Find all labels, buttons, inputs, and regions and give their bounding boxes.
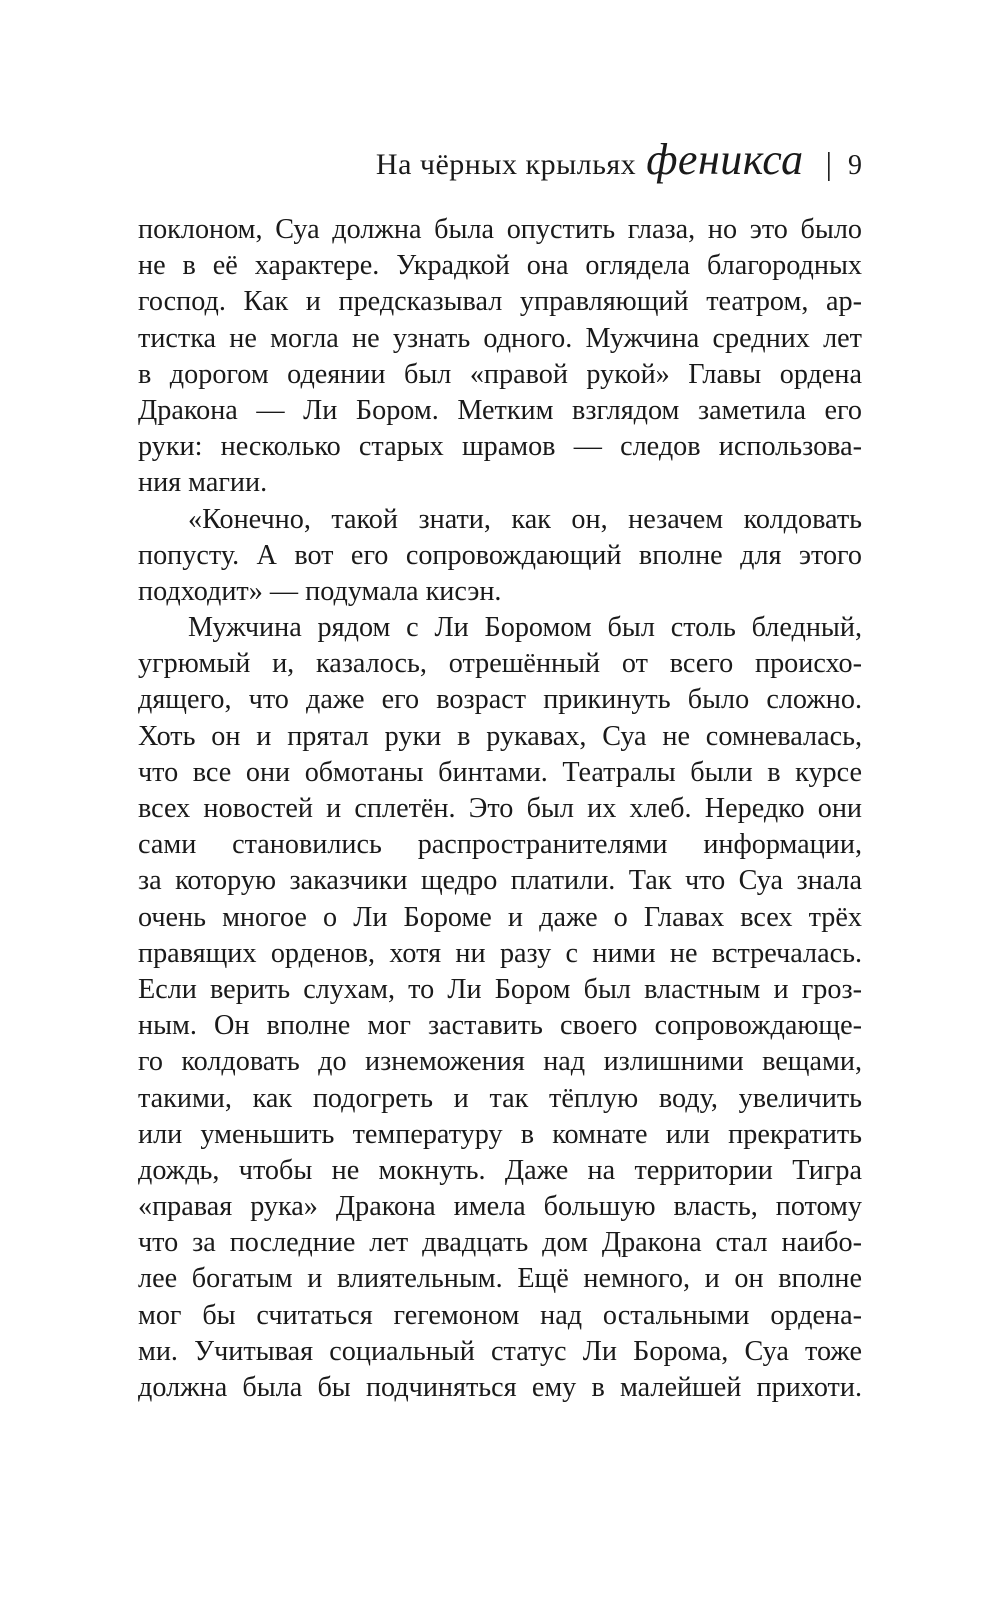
text-line: господ. Как и предсказывал управляющий театром, ар- [138,286,862,318]
text-line: «Конечно, такой знати, как он, незачем колдовать [188,503,862,535]
text-line: ным. Он вполне мог заставить своего сопровождающе- [138,1010,862,1042]
text-line: такими, как подогреть и так тёплую воду, увеличить [138,1082,862,1114]
text-line: Хоть он и прятал руки в рукавах, Суа не сомневалась, [138,720,862,752]
text-line: в дорогом одеянии был «правой рукой» Главы ордена [138,358,862,390]
text-line: Если верить слухам, то Ли Бором был властным и гроз- [138,973,862,1005]
text-line: го колдовать до изнеможения над излишними вещами, [138,1046,862,1078]
text-line: поклоном, Суа должна была опустить глаза, но это было [138,214,862,245]
text-line: Дракона — Ли Бором. Метким взглядом заметила его [138,394,862,426]
running-header [376,134,862,184]
book-title: На чёрных крыльях [375,148,637,181]
text-line: Мужчина рядом с Ли Боромом был столь бледный, [188,612,862,644]
book-title-emphasis: феникса [646,135,804,184]
text-line: что за последние лет двадцать дом Дракона стал наибо- [138,1227,862,1259]
header-separator: | [825,145,832,181]
text-line: что все они обмотаны бинтами. Театралы были в курсе [138,756,862,788]
text-line: или уменьшить температуру в комнате или прекратить [138,1118,862,1150]
text-line: «правая рука» Дракона имела большую власть, потому [138,1191,862,1223]
text-line: должна была бы подчиняться ему в малейшей прихоти. [138,1372,862,1403]
text-line: не в её характере. Украдкой она оглядела благородных [138,250,862,282]
text-line: ния магии. [138,467,268,499]
text-line: за которую заказчики щедро платили. Так что Суа знала [138,865,862,897]
text-line: руки: несколько старых шрамов — следов использова- [138,431,862,463]
text-line: лее богатым и влиятельным. Ещё немного, и он вполне [138,1263,862,1295]
text-line: всех новостей и сплетён. Это был их хлеб. Нередко они [138,793,862,824]
text-line: ми. Учитывая социальный статус Ли Борома, Суа тоже [138,1335,862,1367]
text-line: правящих орденов, хотя ни разу с ними не встречалась. [138,937,862,969]
text-line: дящего, что даже его возраст прикинуть было сложно. [138,684,862,716]
text-line: тистка не могла не узнать одного. Мужчина средних лет [138,322,862,354]
text-line: попусту. А вот его сопровождающий вполне для этого [138,539,862,571]
text-line: угрюмый и, казалось, отрешённый от всего происхо- [138,648,862,680]
text-line: очень многое о Ли Бороме и даже о Главах всех трёх [138,901,862,933]
text-line: мог бы считаться гегемоном над остальными ордена- [138,1299,862,1331]
page-number: 9 [848,150,862,181]
text-line: дождь, чтобы не мокнуть. Даже на территории Тигра [138,1154,862,1186]
text-line: подходит» — подумала кисэн. [138,575,502,607]
text-line: сами становились распространителями информации, [138,829,862,861]
page-body-text [138,212,862,1406]
